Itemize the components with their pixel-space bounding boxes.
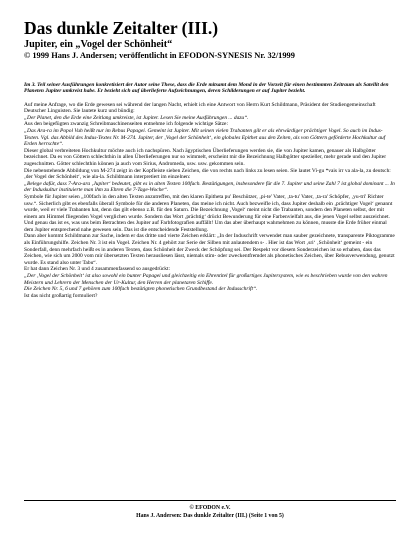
- paragraph: Ist das nicht großartig formuliert?: [24, 292, 98, 299]
- paragraph: Die nebenstehende Abbildung von M-274 zeigt in der Kopfleiste sieben Zeichen, die von rechts nach links zu lesen seien. Sie lautet Vi-gu *vais irr va ala-la, zu deutsch: ‚der Vogel der Schönheit‘, wie ala-la. Schildmann interpretiert im einzelnen:: [24, 167, 391, 181]
- footer-divider: [24, 500, 396, 501]
- quote: „Das Ara-ra im Popol Vuh heißt nur im Rebus Papagei. Gemeint ist Jupiter. Mit seinen vielen Trabanten gilt er als ehrwürdiger prächtiger Vogel. So auch im Indus-Texten. Vgl. das Abbild des Indus-Textes Nr. M-274. Jupiter, der ‚Vogel der Schönheit‘, ein globales Epithet aus den Zeiten, als von Göttern geförderte Hochkultur auf Erden herrschte“.: [24, 127, 386, 148]
- copyright-line: © 1999 Hans J. Andersen; veröffentlicht in EFODON-SYNESIS Nr. 32/1999: [24, 51, 295, 60]
- paragraph: Er hat dann Zeichen Nr. 3 und 4 zusammenfassend so ausgedrückt:: [24, 266, 171, 273]
- paragraph: Und genau das ist es, was uns beim Betrachten des Jupiter auf Farbfotografien auffällt! Um das aber überhaupt wahrnehmen zu können, musste die Erde früher einmal dem Jupiter entsprechend nahe gewesen sein. Das ist die entscheidende Feststellung.: [24, 220, 387, 233]
- quote: „Der Planet, den die Erde eine Zeitlang umkreiste, ist Jupiter. Lesen Sie meine Ausführungen ... dazu“.: [24, 114, 249, 121]
- paragraph: Dieser global verbreiteten Hochkultur möchte auch ich nachspüren. Nach ägyptischen Überlieferungen werden sie, die von Jupiter kamen, genauer als Halbgötter bezeichnet. Da es von Göttern schlechthin in allen Überlieferungen nur so wimmelt, erscheint mir die Bezeichnung Halbgötter spezieller, mehr gerade und den Jupiter zugeschnitten. Götter schlechthin können ja auch vom Sirius, Andromeda, usw. usw. gekommen sein.: [24, 147, 387, 167]
- quote: „Der ‚Vogel der Schönheit‘ ist also sowohl ein bunter Papagei und gleichzeitig ein Ehrentitel für großartiges Jupitersystem, wie es beschrieben wurde von den wahren Meistern und Lehrern der Menschen der Ur-Kultur, den Herren der planetaren Schiffe.: [24, 273, 388, 286]
- article-body: [24, 102, 396, 300]
- footer-page-info: Hans J. Andersen: Das dunkle Zeitalter (III.) (Seite 1 von 5): [136, 513, 284, 519]
- page-footer: [24, 504, 396, 520]
- article-abstract: Im 3. Teil seiner Ausführungen konkretisiert der Autor seine These, dass die Erde mitsamt dem Mond in der Vorzeit für einen bestimmten Zeitraum als Satellit den Planeten Jupiter umkreist habe. Er bezieht sich auf überlieferte Aufzeichnungen, deren Schilderungen er auf Jupiter bezieht.: [24, 81, 389, 95]
- footer-organization: © EFODON e.V.: [189, 505, 231, 511]
- paragraph: Auf meine Anfrage, wo die Erde gewesen sei während der langen Nacht, erhielt ich eine Antwort von Herrn Kurt Schildmann, Präsident der Studiengemeinschaft Deutscher Linguisten. Sie lautete kurz und bündig:: [24, 101, 376, 115]
- quote: „Belege dafür, dass 7-Ara-ara ‚Jupiter‘ bedeutet, gibt es in alten Texten 100fach. Bestätigungen, insbesondere für die 7. Jupiter und seine Zahl 7 ist global dominant ... In der Induskultur instituierte man ihm zu Ehren die 7-Tage-Woche“.: [24, 180, 395, 194]
- paragraph: Aus den beigefügten zwanzig Schreibmaschinenseiten entnehme ich folgende wichtige Sätze:: [24, 121, 228, 128]
- article-subtitle: Jupiter, ein „Vogel der Schönheit“: [24, 39, 173, 50]
- paragraph: Symbole für Jupiter seien „100fach in den alten Texten anzutreffen, mit den klaren Epitheta pu' Beschützer, ‚pi-te' Vater, ‚ta-tu' Vater, ‚ta-ra' Schöpfer, ‚yu-tri' Richter usw.“. Sicherlich gibt es ebenfalls überall Symbole für die anderen Planeten, das meine ich nicht. Auch bezweifle ich, dass Jupiter deshalb ein ‚prächtiger Vogel‘ genannt wurde, weil er viele Trabanten hat, denn das gilt ebenso z.B. für den Saturn. Die Bezeichnung ‚Vogel‘ meint nicht die Trabanten, sondern den Planeten selbst, der mit einem am Himmel fliegenden Vogel verglichen wurde. Sondern das Wort ‚prächtig‘ drückt Bewunderung für eine Farbenvielfalt aus, die jenen Vogel selbst auszeichnet.: [24, 193, 393, 220]
- quote: Die Zeichen Nr. 5, 6 und 7 gehören zum 100fach bestätigten phonetischen Grundbestand der Indusschrift“.: [24, 286, 258, 293]
- paragraph: Dann aber kommt Schildmann zur Sache, indem er das dritte und vierte Zeichen erklärt: „In der Induschrift verwendet man sauber gezeichnete, transparente Piktogramme als Einführungshilfe. Zeichen Nr. 3 ist ein Vogel. Zeichen Nr. 4 gehört zur Serie der Silben mit anlautendem s- . Hier ist das Wort ‚sri‘ ‚Schönheit‘ gemeint - ein Sonderfall, denn mehrfach heißt es in anderen Texten, dass Schönheit der Zweck der Schöpfung sei. Der Respekt vor diesem Sonderzeichen ist so erhaben, dass das Zeichen, wie sich um 2000 vom mir übersetzten Texten herausliesen lässt, niemals stim- oder zweckentfremdet als phonetisches Zeichen, über Rebusverwendung, genutzt wurde. Es stand also unter Tabu“.: [24, 233, 395, 266]
- article-title: Das dunkle Zeitalter (III.): [24, 18, 219, 38]
